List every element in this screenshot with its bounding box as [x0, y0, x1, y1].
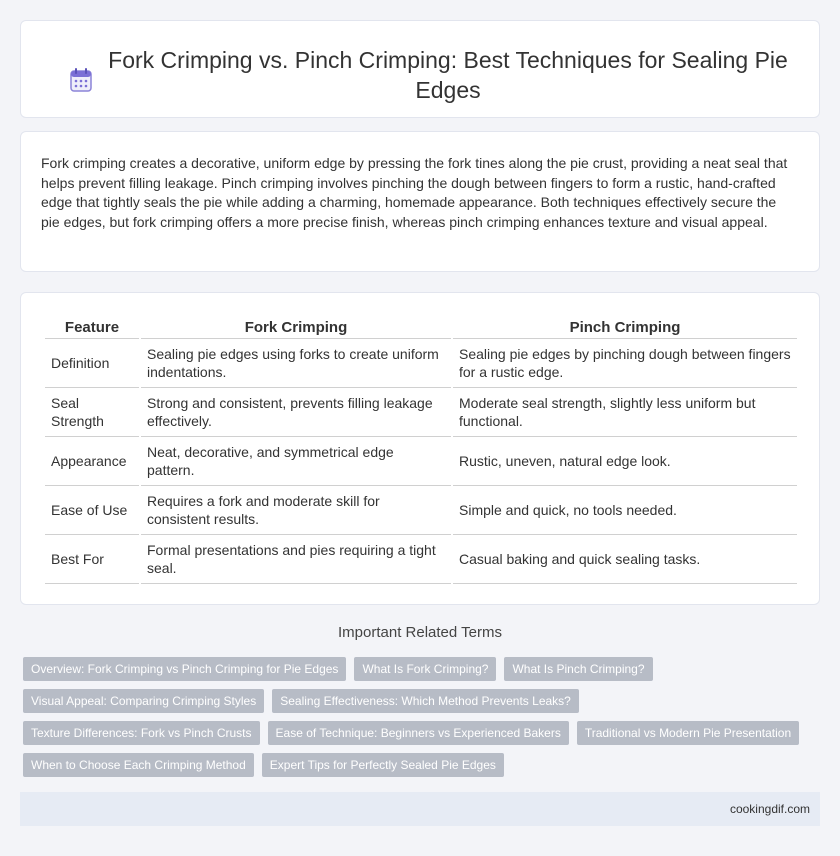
row-feature: Ease of Use: [45, 486, 139, 535]
row-fork-value: Strong and consistent, prevents filling leakage effectively.: [141, 388, 451, 437]
related-term-tag[interactable]: What Is Pinch Crimping?: [504, 657, 652, 681]
table-row: [45, 486, 797, 535]
row-fork-value: Sealing pie edges using forks to create uniform indentations.: [141, 339, 451, 388]
related-term-tag[interactable]: Expert Tips for Perfectly Sealed Pie Edges: [262, 753, 504, 777]
row-fork-value: Formal presentations and pies requiring a tight seal.: [141, 535, 451, 584]
table-header-row: [45, 313, 797, 339]
row-pinch-value: Sealing pie edges by pinching dough between fingers for a rustic edge.: [453, 339, 797, 388]
row-feature: Best For: [45, 535, 139, 584]
footer: [20, 792, 820, 826]
row-fork-value: Neat, decorative, and symmetrical edge pattern.: [141, 437, 451, 486]
calendar-icon: [69, 67, 93, 93]
row-pinch-value: Rustic, uneven, natural edge look.: [453, 437, 797, 486]
intro-paragraph: Fork crimping creates a decorative, uniform edge by pressing the fork tines along the pie crust, providing a neat seal that helps prevent filling leakage. Pinch crimping involves pinching the dough between fingers to form a rustic, hand-crafted edge that tightly seals the pie while adding a charming, homemade appearance. Both techniques effectively secure the pie edges, but fork crimping offers a more precise finish, whereas pinch crimping enhances texture and visual appeal.: [41, 155, 788, 230]
footer-site-name[interactable]: cookingdif.com: [729, 802, 810, 816]
comparison-table: [43, 313, 799, 584]
header-pinch-crimping: Pinch Crimping: [453, 313, 797, 339]
related-term-tag[interactable]: Visual Appeal: Comparing Crimping Styles: [23, 689, 264, 713]
related-term-tag[interactable]: Texture Differences: Fork vs Pinch Crusts: [23, 721, 260, 745]
title-card: [20, 20, 820, 118]
table-row: [45, 339, 797, 388]
row-fork-value: Requires a fork and moderate skill for consistent results.: [141, 486, 451, 535]
related-term-tag[interactable]: When to Choose Each Crimping Method: [23, 753, 254, 777]
table-row: [45, 388, 797, 437]
header-fork-crimping: Fork Crimping: [141, 313, 451, 339]
related-term-tag[interactable]: Ease of Technique: Beginners vs Experienced Bakers: [268, 721, 569, 745]
row-feature: Appearance: [45, 437, 139, 486]
table-row: [45, 535, 797, 584]
row-pinch-value: Moderate seal strength, slightly less uniform but functional.: [453, 388, 797, 437]
row-pinch-value: Casual baking and quick sealing tasks.: [453, 535, 797, 584]
related-term-tag[interactable]: What Is Fork Crimping?: [354, 657, 496, 681]
row-feature: Definition: [45, 339, 139, 388]
related-terms-heading: Important Related Terms: [338, 624, 502, 641]
related-term-tag[interactable]: Traditional vs Modern Pie Presentation: [577, 721, 799, 745]
row-pinch-value: Simple and quick, no tools needed.: [453, 486, 797, 535]
comparison-table-card: [20, 292, 820, 605]
related-term-tag[interactable]: Sealing Effectiveness: Which Method Prevents Leaks?: [272, 689, 579, 713]
related-terms-list: [23, 657, 820, 777]
row-feature: Seal Strength: [45, 388, 139, 437]
page-title: Fork Crimping vs. Pinch Crimping: Best Techniques for Sealing Pie Edges: [108, 47, 788, 103]
related-term-tag[interactable]: Overview: Fork Crimping vs Pinch Crimping for Pie Edges: [23, 657, 346, 681]
intro-card: [20, 131, 820, 272]
header-feature: Feature: [45, 313, 139, 339]
table-row: [45, 437, 797, 486]
